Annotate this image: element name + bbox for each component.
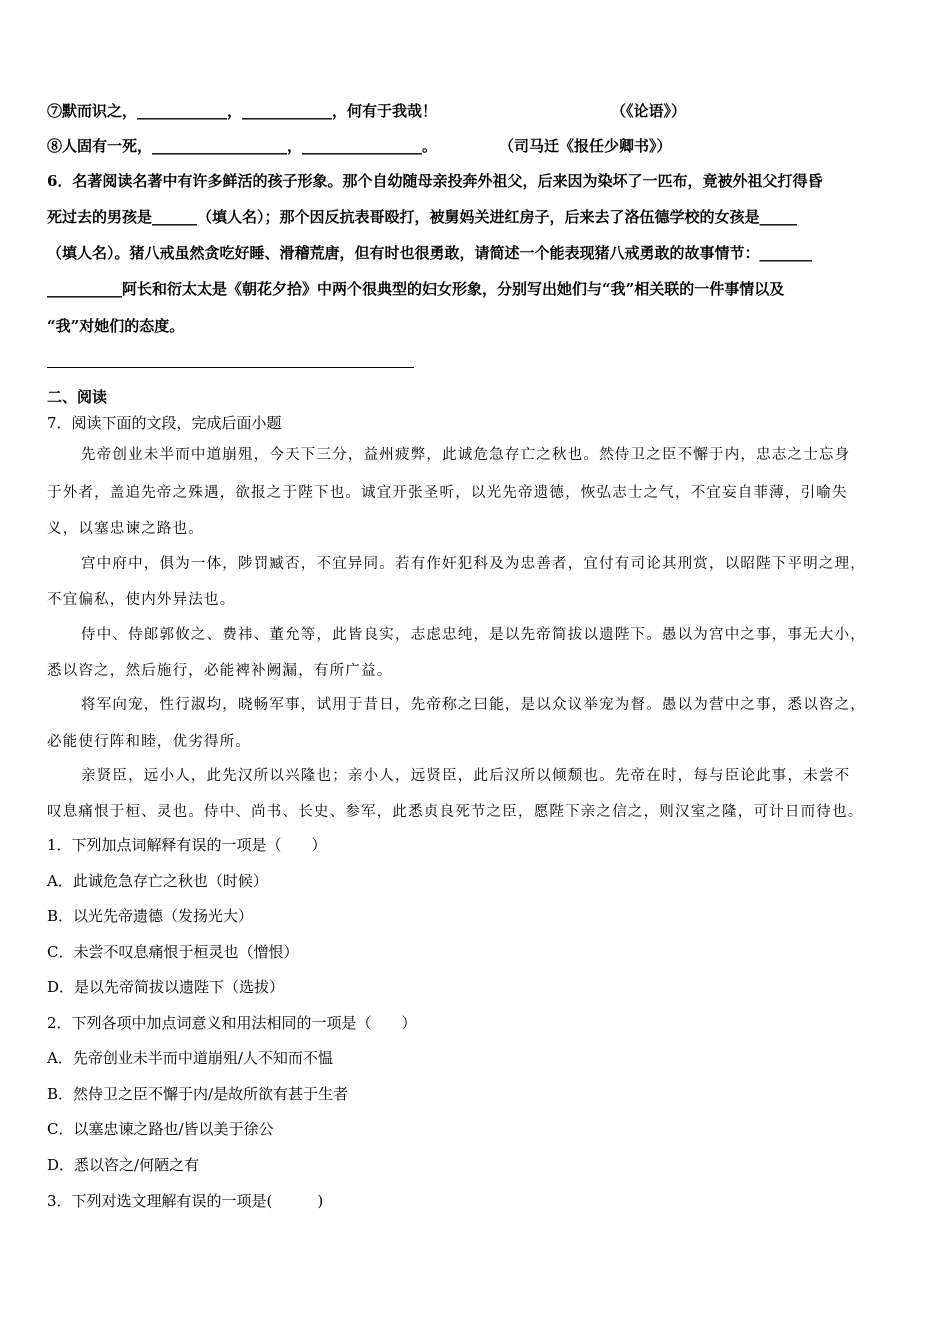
q2-option-b: B．然侍卫之臣不懈于内/是故所欲有甚于生者	[47, 1085, 349, 1103]
passage-line: 亲贤臣，远小人，此先汉所以兴隆也；亲小人，远贤臣，此后汉所以倾颓也。先帝在时，每与臣论此事，未尝不	[81, 768, 851, 784]
fill-blank-8-text: ⑧人固有一死，__________________，________________。	[47, 137, 438, 155]
passage-line: 于外者，盖追先帝之殊遇，欲报之于陛下也。诚宜开张圣听，以光先帝遗德，恢弘志士之气，不宜妄自菲薄，引喻失	[47, 485, 848, 501]
fill-blank-8-source: （司马迁《报任少卿书》）	[499, 137, 672, 155]
q6-line-5: “我”对她们的态度。	[47, 317, 185, 335]
section-title: 二、阅读	[47, 388, 108, 406]
passage-line: 叹息痛恨于桓、灵也。侍中、尚书、长史、参军，此悉贞良死节之臣，愿陛下亲之信之，则汉室之隆，可计日而待也。	[47, 804, 864, 820]
question-3: 3．下列对选文理解有误的一项是( )	[47, 1192, 324, 1210]
fill-blank-7-source: （《论语》）	[611, 102, 687, 120]
passage-line: 不宜偏私，使内外异法也。	[47, 592, 236, 608]
passage-line: 义，以塞忠谏之路也。	[47, 521, 204, 537]
q1-option-d: D．是以先帝简拔以遗陛下（选拔）	[47, 978, 285, 996]
question-1: 1．下列加点词解释有误的一项是（ ）	[47, 836, 327, 854]
passage-line: 侍中、侍郎郭攸之、费祎、董允等，此皆良实，志虑忠纯，是以先帝简拔以遗陛下。愚以为宫中之事，事无大小，	[81, 627, 866, 643]
q6-line-1: 6．名著阅读名著中有许多鲜活的孩子形象。那个自幼随母亲投奔外祖父，后来因为染坏了一匹布，竟被外祖父打得昏	[47, 172, 823, 190]
fill-blank-7-text: ⑦默而识之，____________，____________，何有于我哉！	[47, 102, 438, 120]
answer-underline	[47, 367, 414, 368]
q2-option-a: A．先帝创业未半而中道崩殂/人不知而不愠	[47, 1049, 333, 1067]
fill-blank-7	[47, 102, 437, 120]
q1-option-a: A．此诚危急存亡之秋也（时候）	[47, 872, 268, 890]
passage-line: 悉以咨之，然后施行，必能裨补阙漏，有所广益。	[47, 663, 393, 679]
passage-line: 必能使行阵和睦，优劣得所。	[47, 734, 252, 750]
question-2: 2．下列各项中加点词意义和用法相同的一项是（ ）	[47, 1014, 417, 1032]
q7-instruction: 7．阅读下面的文段，完成后面小题	[47, 414, 282, 432]
passage-line: 将军向宠，性行淑均，晓畅军事，试用于昔日，先帝称之曰能，是以众议举宠为督。愚以为营中之事，悉以咨之，	[81, 697, 866, 713]
passage-line: 宫中府中，俱为一体，陟罚臧否，不宜异同。若有作奸犯科及为忠善者，宜付有司论其刑赏，以昭陛下平明之理，	[81, 556, 866, 572]
passage-line: 先帝创业未半而中道崩殂，今天下三分，益州疲弊，此诚危急存亡之秋也。然侍卫之臣不懈于内，忠志之士忘身	[81, 447, 851, 463]
q2-option-c: C．以塞忠谏之路也/皆以美于徐公	[47, 1120, 274, 1138]
q6-line-4: __________阿长和衍太太是《朝花夕拾》中两个很典型的妇女形象，分别写出她们与“我”相关联的一件事情以及	[47, 280, 785, 298]
q6-line-2: 死过去的男孩是______（填人名）；那个因反抗表哥殴打，被舅妈关进红房子，后来去了洛伍德学校的女孩是_____	[47, 208, 798, 226]
q1-option-b: B．以光先帝遗德（发扬光大）	[47, 907, 254, 925]
q1-option-c: C．未尝不叹息痛恨于桓灵也（憎恨）	[47, 943, 299, 961]
q6-line-3: （填人名）。猪八戒虽然贪吃好睡、滑稽荒唐，但有时也很勇敢，请简述一个能表现猪八戒勇敢的故事情节：_______	[47, 244, 813, 262]
q2-option-d: D．悉以咨之/何陋之有	[47, 1156, 200, 1174]
fill-blank-8	[47, 137, 437, 155]
